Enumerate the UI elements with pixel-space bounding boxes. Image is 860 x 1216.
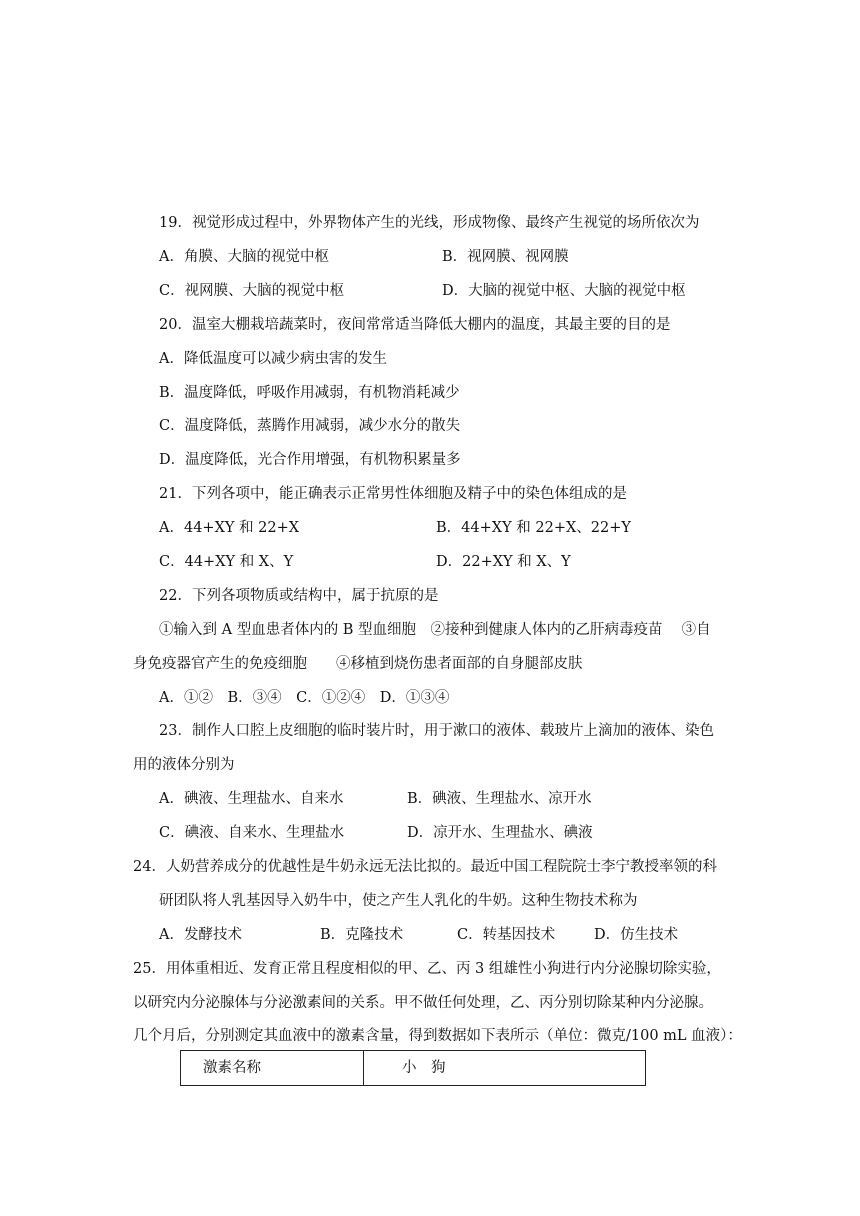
question-24-stem-line-1: 24．人奶营养成分的优越性是牛奶永远无法比拟的。最近中国工程院院士李宁教授率领的科 xyxy=(133,859,717,875)
question-19-stem: 19．视觉形成过程中，外界物体产生的光线，形成物像、最终产生视觉的场所依次为 xyxy=(159,215,700,231)
hormone-table xyxy=(180,1050,646,1086)
question-22-items-line-2: 身免疫器官产生的免疫细胞 ④移植到烧伤患者面部的自身腿部皮肤 xyxy=(133,656,583,672)
question-21-option-a: A．44+XY 和 22+X xyxy=(159,520,300,536)
question-23-option-b: B．碘液、生理盐水、凉开水 xyxy=(407,791,592,807)
question-24-option-d: D．仿生技术 xyxy=(594,927,679,943)
question-24-option-c: C．转基因技术 xyxy=(457,927,556,943)
question-22-stem: 22．下列各项物质或结构中，属于抗原的是 xyxy=(159,588,439,604)
question-19-option-b: B．视网膜、视网膜 xyxy=(442,249,569,265)
question-20-option-c: C．温度降低，蒸腾作用减弱，减少水分的散失 xyxy=(159,418,461,434)
question-21-stem: 21．下列各项中，能正确表示正常男性体细胞及精子中的染色体组成的是 xyxy=(159,486,627,502)
question-21-option-d: D．22+XY 和 X、Y xyxy=(436,554,571,570)
question-22-options: A．①② B．③④ C．①②④ D．①③④ xyxy=(159,690,450,706)
question-23-option-c: C．碘液、自来水、生理盐水 xyxy=(159,825,345,841)
question-19-option-d: D．大脑的视觉中枢、大脑的视觉中枢 xyxy=(442,283,686,299)
question-25-line-1: 25．用体重相近、发育正常且程度相似的甲、乙、丙 3 组雄性小狗进行内分泌腺切除实验， xyxy=(133,961,721,977)
question-23-stem-line-2: 用的液体分别为 xyxy=(133,757,235,773)
question-22-items-line-1: ①输入到 A 型血患者体内的 B 型血细胞 ②接种到健康人体内的乙肝病毒疫苗 ③自 xyxy=(159,622,711,638)
question-23-stem-line-1: 23．制作人口腔上皮细胞的临时装片时，用于漱口的液体、载玻片上滴加的液体、染色 xyxy=(159,723,714,739)
question-23-option-d: D．凉开水、生理盐水、碘液 xyxy=(407,825,593,841)
question-19-option-a: A．角膜、大脑的视觉中枢 xyxy=(159,249,329,265)
question-21-option-c: C．44+XY 和 X、Y xyxy=(159,554,294,570)
question-20-option-d: D．温度降低，光合作用增强，有机物积累量多 xyxy=(159,452,461,468)
table-header-row xyxy=(181,1051,646,1086)
question-19-option-c: C．视网膜、大脑的视觉中枢 xyxy=(159,283,345,299)
table-header-puppy: 小 狗 xyxy=(364,1051,646,1086)
question-25-line-3: 几个月后，分别测定其血液中的激素含量，得到数据如下表所示（单位：微克/100 mL 血液）： xyxy=(133,1028,742,1044)
question-24-option-a: A．发酵技术 xyxy=(159,927,242,943)
question-20-option-a: A．降低温度可以减少病虫害的发生 xyxy=(159,351,387,367)
question-20-option-b: B．温度降低，呼吸作用减弱，有机物消耗减少 xyxy=(159,385,460,401)
table-header-hormone-name: 激素名称 xyxy=(181,1051,364,1086)
question-25-line-2: 以研究内分泌腺体与分泌激素间的关系。甲不做任何处理，乙、丙分别切除某种内分泌腺。 xyxy=(133,995,713,1011)
question-21-option-b: B．44+XY 和 22+X、22+Y xyxy=(436,520,631,536)
question-20-stem: 20．温室大棚栽培蔬菜时，夜间常常适当降低大棚内的温度，其最主要的目的是 xyxy=(159,317,671,333)
question-23-option-a: A．碘液、生理盐水、自来水 xyxy=(159,791,344,807)
question-24-stem-line-2: 研团队将人乳基因导入奶牛中，使之产生人乳化的牛奶。这种生物技术称为 xyxy=(159,893,638,909)
question-24-option-b: B．克隆技术 xyxy=(320,927,404,943)
